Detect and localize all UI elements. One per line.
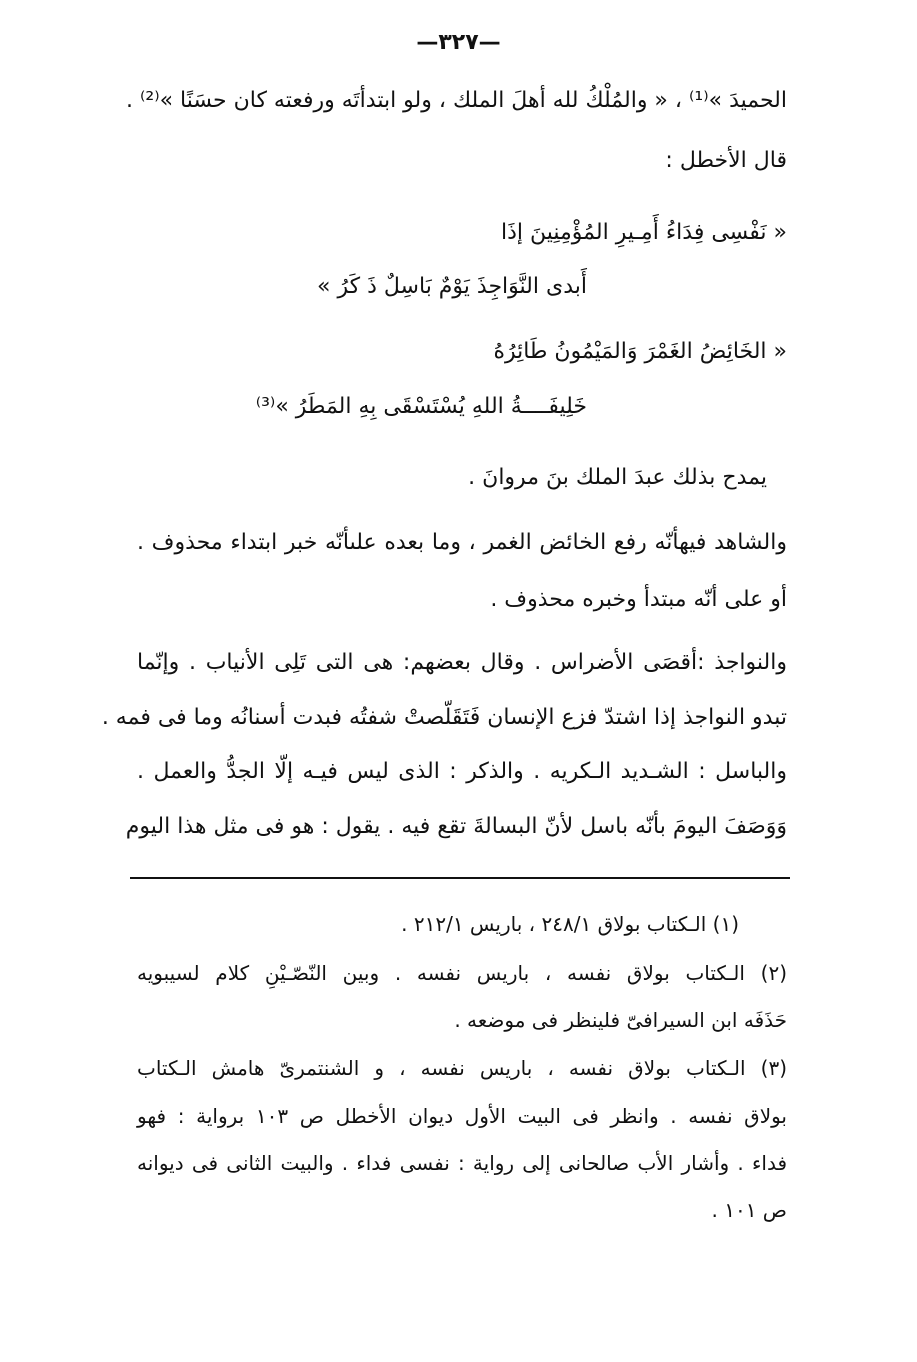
body-line-5: أو على أنّه مبتدأ وخبره محذوف . <box>490 587 787 612</box>
footnote-2-line-2: حَذَفَه ابن السيرافىّ فلينظر فى موضعه . <box>454 1008 787 1032</box>
footnote-3-line-4: ص ١٠١ . <box>711 1198 787 1222</box>
verse-2-first-hemistich: « الخَائِضُ الغَمْرَ وَالمَيْمُونُ طَائِرُهُ <box>493 339 787 364</box>
footnote-3-line-1: (٣) الـكتاب بولاق نفسه ، باريس نفسه ، و الشنتمرىّ هامش الـكتاب <box>137 1056 787 1080</box>
verse-1-second-hemistich: أَبدى النَّوَاجِذَ يَوْمٌ بَاسِلٌ ذَ كَرُ » <box>317 274 587 299</box>
body-line-4: والشاهد فيهأنّه رفع الخائض الغمر ، وما بعده علىأنّه خبر ابتداء محذوف . <box>137 530 787 555</box>
footnote-1: (١) الـكتاب بولاق ٢٤٨/١ ، باريس ٢١٢/١ . <box>401 912 739 936</box>
body-line-8: والباسل : الشـديد الـكريه . والذكر : الذى ليس فيـه إلّا الجدُّ والعمل . <box>137 759 787 784</box>
body-line-9: وَوَصَفَ اليومَ بأنّه باسل لأنّ البسالةَ تقع فيه . يقول : هو فى مثل هذا اليوم <box>125 814 787 839</box>
verse-2-second-hemistich: خَلِيفَــــةُ اللهِ يُسْتَسْقَى بِهِ المَطَرُ »⁽³⁾ <box>255 394 587 419</box>
body-line-2: قال الأخطل : <box>665 148 787 173</box>
footnote-3-line-2: بولاق نفسه . وانظر فى البيت الأول ديوان الأخطل ص ١٠٣ برواية : فهو <box>137 1104 787 1128</box>
body-line-7: تبدو النواجذ إذا اشتدّ فزع الإنسان فَتَقَلّصتْ شفتُه فبدت أسنانُه وما فى فمه . <box>101 705 787 730</box>
body-line-6: والنواجذ :أقصَى الأضراس . وقال بعضهم: هى التى تَلِى الأنياب . وإنّما <box>137 650 787 675</box>
body-line-1: الحميدَ »⁽¹⁾ ، « والمُلْكُ لله أهلَ الملك ، ولو ابتدأتَه ورفعته كان حسَنًا »⁽²⁾ . <box>125 88 787 113</box>
page-number: —٣٢٧— <box>416 30 501 55</box>
footnote-3-line-3: فداء . وأشار الأب صالحانى إلى رواية : نفسى فداء . والبيت الثانى فى ديوانه <box>137 1151 787 1175</box>
body-line-3: يمدح بذلك عبدَ الملك بنَ مروانَ . <box>468 465 767 490</box>
verse-1-first-hemistich: « نَفْسِى فِدَاءُ أَمِـيرِ المُؤْمِنِينَ إذَا <box>500 220 787 245</box>
footnote-2-line-1: (٢) الـكتاب بولاق نفسه ، باريس نفسه . وبين النّصّـيْنِ كلام لسيبويه <box>137 961 787 985</box>
footnote-separator <box>130 877 790 879</box>
